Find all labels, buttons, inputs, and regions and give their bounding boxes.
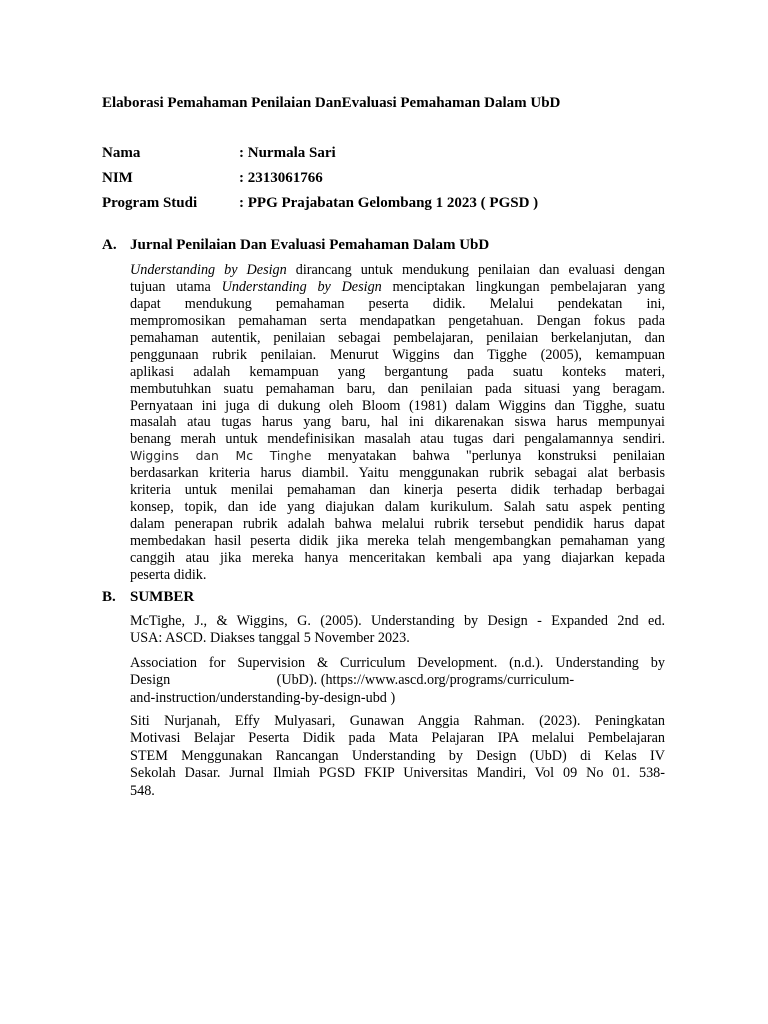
identity-value: : 2313061766 (239, 170, 323, 186)
line-text: dapat mendukung pemahaman peserta didik. Melalui pendekatan ini, (130, 295, 665, 312)
paragraph-line (130, 533, 665, 550)
identity-value: : PPG Prajabatan Gelombang 1 2023 ( PGSD ) (239, 195, 539, 211)
line-text: membedakan hasil peserta didik jika mereka telah mengembangkan pemahaman yang (130, 533, 665, 549)
section-title: Jurnal Penilaian Dan Evaluasi Pemahaman Dalam UbD (130, 237, 490, 253)
line-text: peserta didik. (130, 566, 207, 583)
paragraph-line (130, 567, 665, 584)
paragraph-line (130, 482, 665, 499)
paragraph-line (130, 431, 665, 448)
line-text: dirancang untuk mendukung penilaian dan evaluasi dengan (286, 262, 665, 278)
identity-row-nim (102, 170, 323, 187)
line-text: pemahaman autentik, penilaian sebagai pembelajaran, penilaian berkelanjutan, dan (130, 329, 665, 346)
section-b-heading (102, 589, 194, 606)
paragraph-line (130, 347, 665, 364)
identity-value: : Nurmala Sari (239, 145, 336, 161)
reference-line: Design (UbD). (https://www.ascd.org/programs/curriculum- (130, 672, 575, 689)
line-text: kriteria untuk menilai pemahaman dan kinerja peserta didik terhadap berbagai (130, 482, 665, 499)
paragraph-line (130, 313, 665, 330)
line-text: konsep, topik, dan ide yang diajukan dalam kurikulum. Salah satu aspek penting (130, 499, 665, 516)
line-text: canggih atau jika mereka hanya menceritakan kembali apa yang diajarkan kepada (130, 549, 665, 566)
line-text: menyatakan bahwa "perlunya konstruksi penilaian (311, 448, 665, 465)
identity-label: Nama (102, 145, 141, 161)
identity-label: NIM (102, 170, 133, 186)
line-text: aplikasi adalah kemampuan yang bergantung pada suatu konteks materi, (130, 363, 665, 380)
line-text: mempromosikan pemahaman serta mendapatkan pengetahuan. Dengan fokus pada (130, 312, 665, 329)
reference-entry (130, 713, 665, 800)
reference-line: Siti Nurjanah, Effy Mulyasari, Gunawan Anggia Rahman. (2023). Peningkatan (130, 713, 665, 729)
paragraph-line (130, 296, 665, 313)
paragraph-line (130, 499, 665, 516)
section-number: A. (102, 237, 117, 253)
line-text: membutuhkan suatu pemahaman baru, dan penilaian pada situasi yang beragam. (130, 380, 665, 397)
line-text: Pernyataan ini juga di dukung oleh Bloom (1981) dalam Wiggins dan Tigghe, suatu (130, 397, 665, 414)
italic-term: Understanding by Design (130, 262, 287, 278)
identity-label: Program Studi (102, 195, 198, 211)
reference-line: USA: ASCD. Diakses tanggal 5 November 2023. (130, 630, 410, 647)
identity-row-program (102, 195, 538, 212)
reference-line: Association for Supervision & Curriculum Development. (n.d.). Understanding by (130, 655, 665, 671)
reference-line: 548. (130, 782, 155, 799)
line-text: tujuan utama (130, 278, 222, 295)
section-title: SUMBER (130, 589, 195, 605)
reference-entry (130, 613, 665, 648)
paragraph-line (130, 262, 665, 279)
section-a-paragraph (130, 262, 665, 584)
paragraph-line (130, 516, 665, 533)
reference-line: Sekolah Dasar. Jurnal Ilmiah PGSD FKIP Universitas Mandiri, Vol 09 No 01. 538- (130, 765, 665, 782)
line-text: benang merah untuk mendefinisikan masalah atau tugas dari pengalamannya sendiri. (130, 431, 665, 448)
line-text: dalam penerapan rubrik adalah bahwa melalui rubrik tersebut pendidik harus dapat (130, 516, 665, 533)
paragraph-line (130, 381, 665, 398)
italic-term: Understanding by Design (221, 278, 382, 295)
reference-line: STEM Menggunakan Rancangan Understanding by Design (UbD) di Kelas IV (130, 747, 665, 764)
identity-row-name (102, 145, 336, 162)
paragraph-line (130, 465, 665, 482)
section-number: B. (102, 589, 116, 605)
reference-line: McTighe, J., & Wiggins, G. (2005). Understanding by Design - Expanded 2nd ed. (130, 613, 665, 629)
line-text: berdasarkan kriteria harus diambil. Yaitu menggunakan rubrik sebagai alat berbasis (130, 465, 665, 482)
section-a-heading (102, 237, 489, 254)
reference-line: Motivasi Belajar Peserta Didik pada Mata Pelajaran IPA melalui Pembelajaran (130, 730, 665, 747)
paragraph-line (130, 448, 665, 465)
reference-line: and-instruction/understanding-by-design-ubd ) (130, 689, 396, 706)
reference-entry (130, 655, 665, 707)
document-title: Elaborasi Pemahaman Penilaian DanEvaluasi Pemahaman Dalam UbD (102, 95, 561, 111)
paragraph-line (130, 414, 665, 431)
paragraph-line (130, 330, 665, 347)
paragraph-line (130, 398, 665, 415)
alt-font-text: Wiggins dan Mc Tinghe (130, 448, 312, 464)
paragraph-line (130, 550, 665, 567)
line-text: masalah atau tugas harus yang baru, hal ini dikarenakan siswa harus mempunyai (130, 414, 665, 431)
line-text: penggunaan rubrik penilaian. Menurut Wiggins dan Tigghe (2005), kemampuan (130, 346, 665, 363)
line-text: menciptakan lingkungan pembelajaran yang (381, 278, 665, 295)
paragraph-line (130, 279, 665, 296)
paragraph-line (130, 364, 665, 381)
